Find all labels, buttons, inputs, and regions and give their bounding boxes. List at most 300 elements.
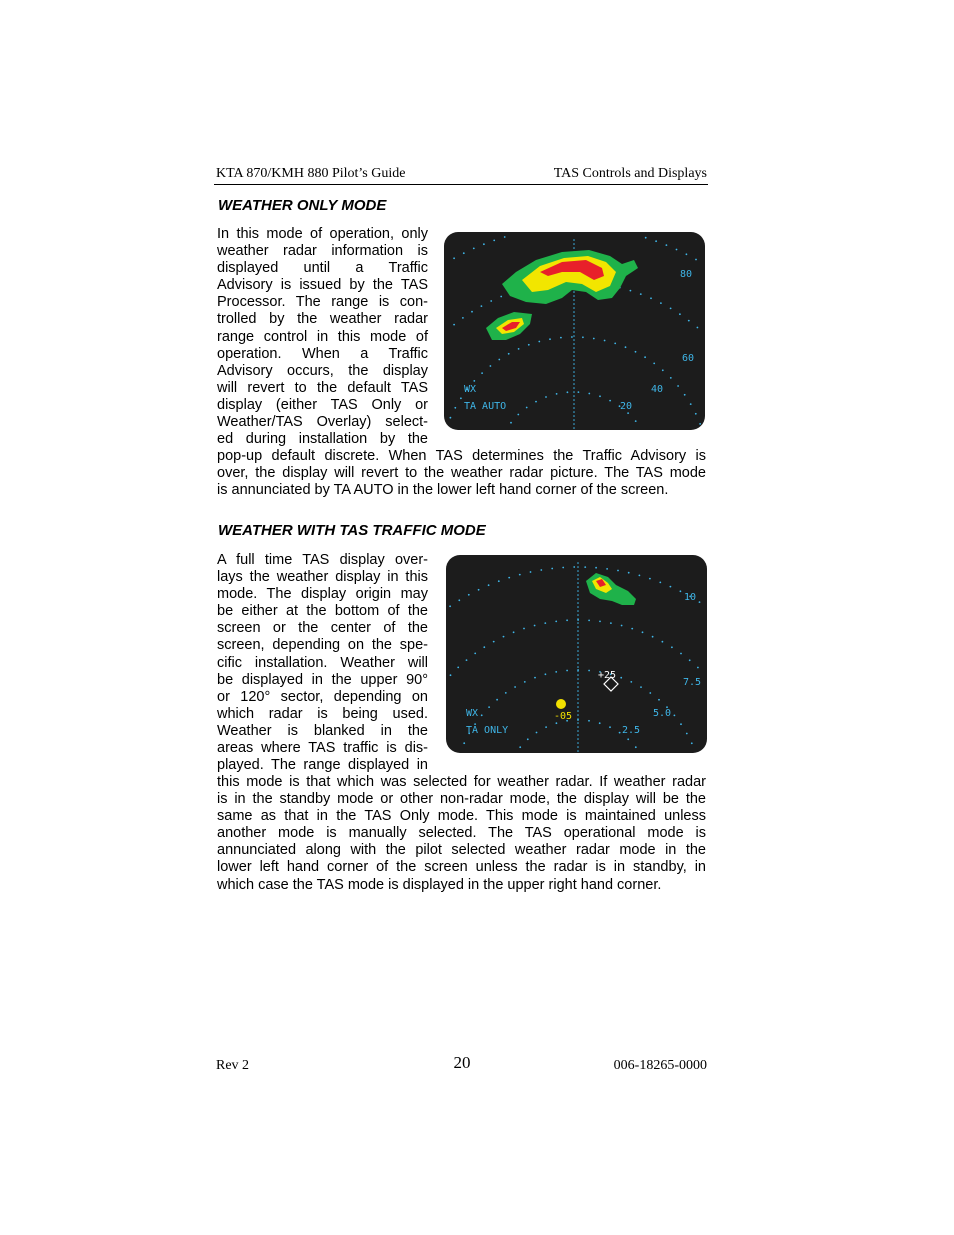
range-arc-dot [628,572,630,574]
range-arc-dot [650,297,652,299]
range-arc-dot [635,420,637,422]
text-line: which radar is being used. [217,705,428,722]
heading-line-dot [577,562,579,564]
range-arc-dot [505,692,507,694]
weather-tas-radar-svg [446,555,707,753]
weather-cell-large [502,250,638,304]
range-arc-dot [640,293,642,295]
range-label: 7.5 [683,677,702,688]
range-arc-dot [599,722,601,724]
text-line: will revert to the default TAS [217,379,428,396]
range-arc-dot [697,327,699,329]
range-arc-dot [679,313,681,315]
range-label: 10 [684,592,697,603]
range-arc-dot [556,722,558,724]
range-arc-dot [609,400,611,402]
range-arc-dot [695,259,697,261]
range-arc-dot [606,568,608,570]
text-line: display (either TAS Only or [217,396,428,413]
header-title: KTA 870/KMH 880 Pilot’s Guide [216,166,406,181]
range-arc-dot [534,677,536,679]
range-label: 2.5 [622,725,641,736]
heading-line-dot [577,678,579,680]
range-arc-dot [691,742,693,744]
text-line: screen or the center of the [217,620,428,637]
range-arc-dot [688,320,690,322]
range-arc-dot [540,569,542,571]
heading-line-dot [577,746,579,748]
heading-line-dot [577,726,579,728]
range-arc-dot [545,673,547,675]
range-arc-dot [670,377,672,379]
weather-only-narrow-text [217,226,428,448]
range-arc-dot [588,393,590,395]
heading-line-dot [573,371,575,373]
range-arc-dot [508,353,510,355]
radar-mode-label: WX [466,708,479,719]
range-arc-dot [519,574,521,576]
range-arc-dot [513,631,515,633]
heading-line-dot [573,339,575,341]
range-arc-dot [508,577,510,579]
heading-line-dot [573,291,575,293]
range-arc-dot [535,401,537,403]
range-arc-dot [474,653,476,655]
range-arc-dot [588,720,590,722]
range-arc-dot [471,311,473,313]
text-line: In this mode of operation, only [217,226,428,242]
heading-line-dot [573,247,575,249]
range-arc-dot [686,253,688,255]
range-arc-dot [595,567,597,569]
heading-line-dot [573,403,575,405]
traffic-altitude-tag: -05 [554,711,573,722]
text-line: range control in this mode of [217,328,428,345]
range-arc-dot [670,308,672,310]
range-arc-dot [640,686,642,688]
range-arc-dot [620,677,622,679]
heading-line-dot [577,566,579,568]
heading-line-dot [577,718,579,720]
heading-line-dot [577,738,579,740]
range-arc-dot [481,714,483,716]
heading-line-dot [573,423,575,425]
range-arc-dot [680,723,682,725]
range-arc-dot [593,338,595,340]
heading-line-dot [573,391,575,393]
range-arc-dot [699,601,701,603]
text-line: Weather is blanked in the [217,722,428,739]
range-arc-dot [523,628,525,630]
text-line: be displayed in the upper 90° [217,671,428,688]
heading-line-dot [573,307,575,309]
range-arc-dot [538,341,540,343]
range-arc-dot [498,359,500,361]
range-arc-dot [690,403,692,405]
heading-line-dot [577,682,579,684]
range-arc-dot [493,240,495,242]
range-arc-dot [660,302,662,304]
heading-line-dot [577,734,579,736]
text-line: lays the weather display in this [217,569,428,586]
range-arc-dot [460,397,462,399]
range-arc-dot [450,674,452,676]
heading-line-dot [577,638,579,640]
range-arc-dot [560,337,562,339]
heading-line-dot [577,634,579,636]
range-arc-dot [453,257,455,259]
range-arc-dot [695,413,697,415]
range-arc-dot [483,646,485,648]
range-arc-dot [680,653,682,655]
heading-line-dot [577,578,579,580]
range-arc-dot [528,344,530,346]
range-arc-dot [519,746,521,748]
traffic-other [598,670,618,691]
heading-line-dot [577,618,579,620]
text-line: areas where TAS traffic is dis- [217,740,428,757]
range-arc-dot [630,681,632,683]
text-line: is annunciated by TA AUTO in the lower left hand corner of the screen. [217,482,669,499]
section-title-weather-with-tas: WEATHER WITH TAS TRAFFIC MODE [218,522,486,539]
text-line: lower left hand corner of the screen unless the radar is in standby, in [217,859,706,876]
range-arc-dot [534,625,536,627]
header-section: TAS Controls and Displays [553,166,707,181]
heading-line-dot [573,319,575,321]
range-arc-dot [609,726,611,728]
heading-line-dot [573,239,575,241]
header-rule [214,184,708,185]
range-label: 40 [651,384,664,395]
range-arc-dot [517,414,519,416]
heading-line-dot [573,415,575,417]
traffic-advisory-circle-icon [556,699,566,709]
footer-revision: Rev 2 [216,1058,250,1073]
heading-line-dot [577,586,579,588]
heading-line-dot [573,383,575,385]
text-line: screen, depending on the spe- [217,637,428,654]
heading-line-dot [573,327,575,329]
range-arc-dot [527,738,529,740]
range-arc-dot [573,566,575,568]
heading-line-dot [577,614,579,616]
text-line: A full time TAS display over- [217,552,428,568]
heading-line-dot [577,630,579,632]
range-arc-dot [689,659,691,661]
text-line: Advisory occurs, the display [217,362,428,379]
range-arc-dot [566,670,568,672]
range-arc-dot [645,237,647,239]
text-line: this mode is that which was selected for weather radar. If weather radar [217,774,706,790]
text-line: mode. The display origin may [217,586,428,603]
range-arc-dot [642,631,644,633]
weather-tas-wide-text [217,774,706,894]
heading-line-dot [577,574,579,576]
range-arc-dot [578,391,580,393]
heading-line-dot [573,331,575,333]
heading-line-dot [573,343,575,345]
heading-line-dot [577,606,579,608]
range-arc-dot [662,369,664,371]
range-label: 5.0 [653,708,672,719]
range-arc-dot [526,407,528,409]
range-arc-dot [697,667,699,669]
range-arc-dot [567,391,569,393]
heading-line-dot [577,714,579,716]
range-arc-dot [599,621,601,623]
heading-line-dot [577,642,579,644]
heading-line-dot [577,598,579,600]
heading-line-dot [577,602,579,604]
heading-line-dot [577,662,579,664]
range-arc-dot [670,586,672,588]
range-arc-dot [536,732,538,734]
range-arc-dot [457,667,459,669]
weather-tas-display [446,555,707,753]
traffic-advisory [554,699,572,722]
range-arc-dot [478,589,480,591]
range-arc-dot [466,659,468,661]
heading-line-dot [577,570,579,572]
text-line: another mode is manually selected. The TAS operational mode is [217,825,706,842]
range-arc-dot [621,625,623,627]
text-line: Weather/TAS Overlay) select- [217,414,428,431]
weather-only-radar-svg [444,232,705,430]
range-arc-dot [677,385,679,387]
range-label: 20 [620,401,633,412]
range-arc-dot [604,340,606,342]
heading-line-dot [573,299,575,301]
range-arc-dot [658,699,660,701]
range-arc-dot [493,641,495,643]
range-arc-dot [450,417,452,419]
range-arc-dot [473,380,475,382]
text-line: trolled by the weather radar [217,311,428,328]
heading-line-dot [577,626,579,628]
heading-line-dot [573,379,575,381]
range-arc-dot [614,343,616,345]
range-arc-dot [518,348,520,350]
range-arc-dot [588,670,590,672]
range-arc-dot [490,300,492,302]
range-arc-dot [530,571,532,573]
range-arc-dot [671,646,673,648]
heading-line-dot [577,702,579,704]
range-arc-dot [627,412,629,414]
text-line: operation. When a Traffic [217,345,428,362]
range-arc-dot [483,243,485,245]
heading-line-dot [573,427,575,429]
range-arc-dot [649,578,651,580]
range-arc-dot [662,641,664,643]
range-arc-dot [676,249,678,251]
heading-line-dot [577,590,579,592]
range-arc-dot [514,686,516,688]
heading-line-dot [573,323,575,325]
heading-line-dot [577,722,579,724]
heading-line-dot [577,694,579,696]
range-arc-dot [449,605,451,607]
heading-line-dot [573,243,575,245]
range-arc-dot [496,699,498,701]
text-line: Advisory is issued by the TAS [217,277,428,294]
heading-line-dot [577,594,579,596]
range-arc-dot [498,580,500,582]
range-arc-dot [490,365,492,367]
heading-line-dot [577,690,579,692]
heading-line-dot [577,742,579,744]
range-arc-dot [644,356,646,358]
text-line: Processor. The range is con- [217,294,428,311]
range-arc-dot [655,240,657,242]
range-arc-dot [555,621,557,623]
range-arc-dot [635,746,637,748]
range-arc-dot [619,732,621,734]
range-arc-dot [566,619,568,621]
text-line: cific installation. Weather will [217,654,428,671]
heading-line-dot [573,363,575,365]
tas-mode-label: TA AUTO [464,401,507,412]
range-arc-dot [500,296,502,298]
range-arc-dot [680,590,682,592]
text-line: over, the display will revert to the weather radar picture. The TAS mode [217,465,706,482]
range-arc-dot [627,738,629,740]
range-arc-dot [625,346,627,348]
heading-line-dot [573,375,575,377]
range-arc-dot [699,423,701,425]
heading-line-dot [573,407,575,409]
range-arc-dot [488,584,490,586]
range-arc-dot [686,733,688,735]
weather-cell [586,573,636,605]
range-arc-dot [674,715,676,717]
range-arc-dot [551,568,553,570]
text-line: annunciated along with the pilot selected weather radar mode in the [217,842,706,859]
range-arc-dot [481,372,483,374]
heading-line-dot [577,654,579,656]
range-arc-dot [571,336,573,338]
text-line: be either at the bottom of the [217,603,428,620]
text-line: is in the standby mode or other non-radar mode, the display will be the [217,791,706,808]
heading-line-dot [573,399,575,401]
footer-part-number: 006-18265-0000 [613,1058,707,1073]
range-arc-dot [555,671,557,673]
heading-line-dot [573,303,575,305]
range-arc-dot [473,248,475,250]
range-arc-dot [481,305,483,307]
heading-line-dot [577,650,579,652]
text-line: pop-up default discrete. When TAS determines the Traffic Advisory is [217,448,706,464]
text-line: which case the TAS mode is displayed in the upper right hand corner. [217,876,662,893]
range-arc-dot [610,622,612,624]
range-arc-dot [630,290,632,292]
heading-line-dot [573,419,575,421]
text-line: ed during installation by the [217,431,428,448]
range-arc-dot [458,599,460,601]
range-arc-dot [649,692,651,694]
heading-line-dot [577,750,579,752]
range-arc-dot [684,394,686,396]
text-line: or 120° sector, depending on [217,688,428,705]
heading-line-dot [577,666,579,668]
text-line: same as that in the TAS Only mode. This mode is maintained unless [217,808,706,825]
weather-cell-small [486,312,532,340]
weather-only-display [444,232,705,430]
range-arc-dot [468,594,470,596]
range-arc-dot [584,566,586,568]
text-line: displayed until a Traffic [217,260,428,277]
heading-line-dot [577,658,579,660]
radar-mode-label: WX [464,384,477,395]
tas-mode-label: TA ONLY [466,725,509,736]
range-arc-dot [510,422,512,424]
heading-line-dot [577,706,579,708]
range-arc-dot [453,324,455,326]
heading-line-dot [573,367,575,369]
heading-line-dot [573,351,575,353]
heading-line-dot [577,670,579,672]
range-arc-dot [504,236,506,238]
range-label: 80 [680,269,693,280]
range-arc-dot [462,317,464,319]
range-arc-dot [454,407,456,409]
heading-line-dot [577,622,579,624]
heading-line-dot [577,710,579,712]
heading-line-dot [573,315,575,317]
heading-line-dot [573,347,575,349]
heading-line-dot [577,610,579,612]
heading-line-dot [573,311,575,313]
range-arc-dot [617,570,619,572]
heading-line-dot [573,395,575,397]
heading-line-dot [573,335,575,337]
range-arc-dot [545,726,547,728]
traffic-altitude-tag: +25 [598,670,617,681]
heading-line-dot [577,686,579,688]
heading-line-dot [573,359,575,361]
text-line: weather radar information is [217,243,428,260]
range-arc-dot [545,396,547,398]
section-title-weather-only: WEATHER ONLY MODE [218,197,387,214]
heading-line-dot [577,730,579,732]
heading-line-dot [577,646,579,648]
heading-line-dot [577,674,579,676]
range-arc-dot [549,338,551,340]
range-arc-dot [599,395,601,397]
range-arc-dot [639,575,641,577]
heading-line-dot [573,411,575,413]
heading-line-dot [573,295,575,297]
page-number: 20 [453,1053,471,1072]
range-arc-dot [652,636,654,638]
heading-line-dot [577,582,579,584]
range-arc-dot [588,620,590,622]
text-line: played. The range displayed in [217,757,428,774]
range-arc-dot [635,351,637,353]
range-arc-dot [488,706,490,708]
range-arc-dot [544,622,546,624]
weather-only-wide-text [217,448,706,499]
range-arc-dot [562,567,564,569]
range-arc-dot [659,582,661,584]
heading-line-dot [577,698,579,700]
range-arc-dot [631,628,633,630]
range-arc-dot [582,336,584,338]
range-arc-dot [524,681,526,683]
range-arc-dot [666,244,668,246]
range-label: 60 [682,353,695,364]
heading-line-dot [573,355,575,357]
